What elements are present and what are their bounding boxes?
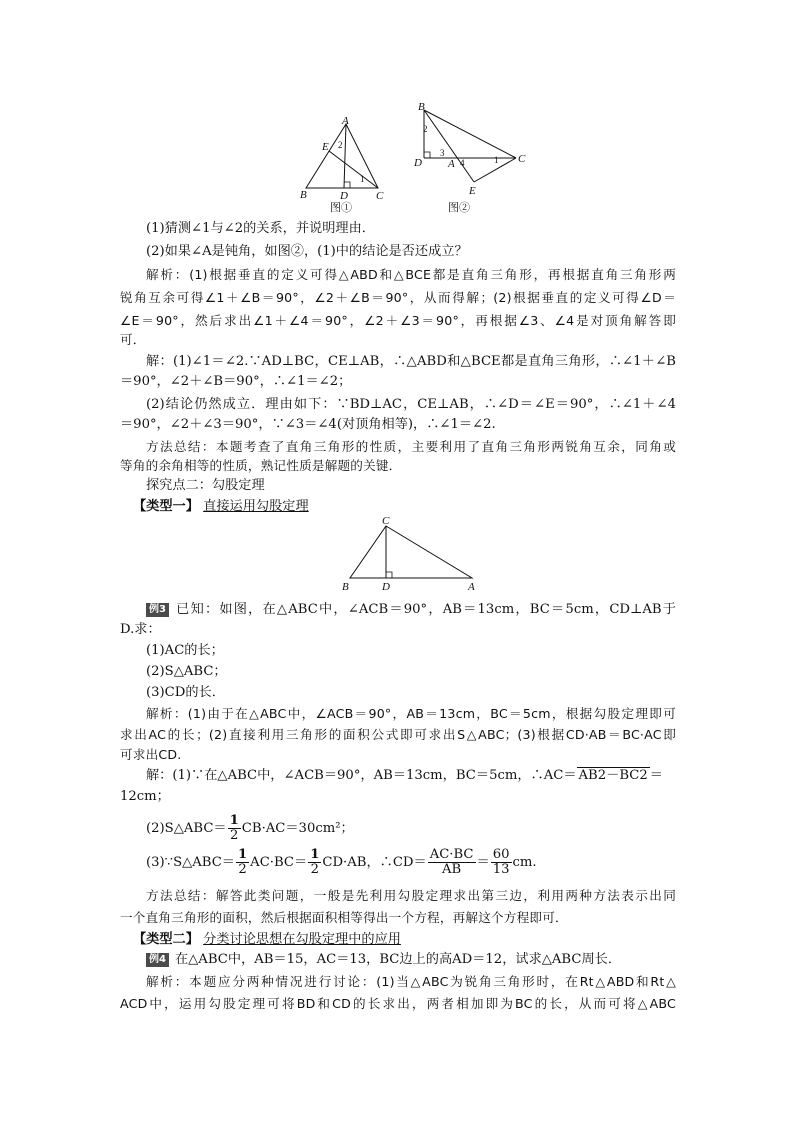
fig1-angle-1: 1 [360,174,365,184]
figure-2-caption: 图② [448,201,470,214]
solution-line-2: ＝90°，∠2＋∠B＝90°，∴∠1＝∠2； [120,374,352,389]
fig2-angle-4: 4 [460,158,465,168]
example-3-analysis-1: 解析：(1)由于在△ABC中，∠ACB＝90°，AB＝13cm，BC＝5cm，根据勾股定理即可 [146,706,676,721]
example-3-badge: 例3 [146,603,169,617]
example-4-badge: 例4 [146,953,169,967]
fig2-angle-1: 1 [494,155,499,165]
fraction-cd: $\frac{AC\cdot BC}{AB}$ [429,847,474,877]
fig2-label-E: E [469,185,476,197]
fig2-label-A: A [448,158,455,170]
analysis-line-4: 可． [120,332,146,347]
solution-line-3: (2)结论仍然成立．理由如下：∵BD⊥AC，CE⊥AB，∴∠D＝∠E＝90°，∴∠1＋∠4 [146,397,676,412]
analysis-line-3: ∠E＝90°，然后求出∠1＋∠4＝90°，∠2＋∠3＝90°，再根据∠3、∠4是对顶角解答即 [120,313,676,328]
example-4-analysis-1: 解析：本题应分两种情况进行讨论：(1)当△ABC为锐角三角形时，在Rt△ABD和Rt△ [146,974,676,989]
example-3-solution-2: 12cm； [120,789,170,804]
summary-line-1: 方法总结：本题考查了直角三角形的性质，主要利用了直角三角形两锐角互余，同角或 [146,439,676,454]
fig3-label-D: D [382,581,390,593]
figure-1-caption: 图① [330,201,352,214]
fig3-label-A: A [468,581,475,593]
type-1-title: 直接运用勾股定理 [203,499,309,514]
analysis-line-2: 锐角互余可得∠1＋∠B＝90°，∠2＋∠B＝90°，从而得解；(2)根据垂直的定义可得∠D＝ [120,290,676,305]
section-heading: 探究点二：勾股定理 [146,478,265,493]
fig1-label-E: E [322,141,329,153]
example-3-q2: (2)S△ABC； [146,664,227,679]
fig2-angle-3: 3 [440,148,445,158]
example-3-solution-3: (2)S△ABC＝ $\frac{1}{2}$ CB·AC＝30cm²； [146,813,354,843]
type-2-label: 【类型二】 [133,932,199,947]
solution-line-1: 解：(1)∠1＝∠2.∵AD⊥BC，CE⊥AB，∴△ABD和△BCE都是直角三角形，∴∠1＋∠B [146,354,676,369]
example-4-line-1: 例4 在△ABC中，AB＝15，AC＝13，BC边上的高AD＝12，试求△ABC周长． [146,950,676,970]
example-3-analysis-3: 可求出CD. [120,747,182,762]
fig2-label-D: D [414,157,422,169]
fig1-angle-2: 2 [338,140,343,150]
question-2: (2)如果∠A是钝角，如图②，(1)中的结论是否还成立？ [146,244,468,259]
figure-1-diagram [296,116,396,200]
fig2-label-B: B [418,101,425,113]
example-3-summary-2: 一个直角三角形的面积，然后根据面积相等得出一个方程，再解这个方程即可． [120,910,568,925]
type-2-title: 分类讨论思想在勾股定理中的应用 [203,932,401,947]
fraction-result: $\frac{60}{13}$ [492,847,510,877]
solution-line-4: ＝90°，∠2＋∠3＝90°，∵∠3＝∠4(对顶角相等)，∴∠1＝∠2. [120,417,496,432]
fig1-label-A: A [342,116,349,127]
fraction-half: $\frac{1}{2}$ [310,847,320,877]
summary-line-2: 等角的余角相等的性质，熟记性质是解题的关键． [120,458,402,473]
type-2-heading [133,930,689,950]
example-3-q1: (1)AC的长； [146,643,224,658]
fig3-label-B: B [342,581,349,593]
example-3-solution-1: 解：(1)∵在△ABC中，∠ACB＝90°，AB＝13cm，BC＝5cm，∴AC＝ AB2－BC2 ＝ [146,768,663,783]
example-3-analysis-2: 求出AC的长；(2)直接利用三角形的面积公式即可求出S△ABC；(3)根据CD·AB＝BC·AC即 [120,727,676,742]
sqrt-expression: AB2－BC2 [578,768,648,783]
question-1: (1)猜测∠1与∠2的关系，并说明理由． [146,221,375,236]
fig1-label-B: B [300,189,307,200]
fig2-angle-2: 2 [423,124,428,134]
example-3-line-1: 例3 已知：如图，在△ABC中，∠ACB＝90°，AB＝13cm，BC＝5cm，CD⊥AB于 [146,600,676,620]
type-1-label: 【类型一】 [133,499,199,514]
figure-2-diagram [412,100,532,200]
fig1-label-C: C [376,190,384,200]
example-3-solution-4: (3)∵S△ABC＝ $\frac{1}{2}$ AC·BC＝ $\frac{1}{2}$ CD·AB，∴CD＝ $\frac{AC\cdot BC}{AB}$ ＝ $\frac{60}{13}$ cm. [146,847,537,877]
fraction-half: $\frac{1}{2}$ [237,847,248,877]
analysis-line-1: 解析：(1)根据垂直的定义可得△ABD和△BCE都是直角三角形，再根据直角三角形两 [146,267,676,282]
example-3-line-2: D.求： [120,622,161,637]
fraction-half: $\frac{1}{2}$ [229,813,239,843]
fig3-label-C: C [382,515,390,527]
example-4-analysis-2: ACD中，运用勾股定理可将BD和CD的长求出，两者相加即为BC的长，从而可将△ABC [120,996,676,1011]
example-3-q3: (3)CD的长． [146,685,225,700]
fig1-label-D: D [340,190,348,200]
example-3-summary-1: 方法总结：解答此类问题，一般是先利用勾股定理求出第三边，利用两种方法表示出同 [146,888,676,903]
figure-3-diagram [338,512,488,596]
fig2-label-C: C [518,153,526,165]
